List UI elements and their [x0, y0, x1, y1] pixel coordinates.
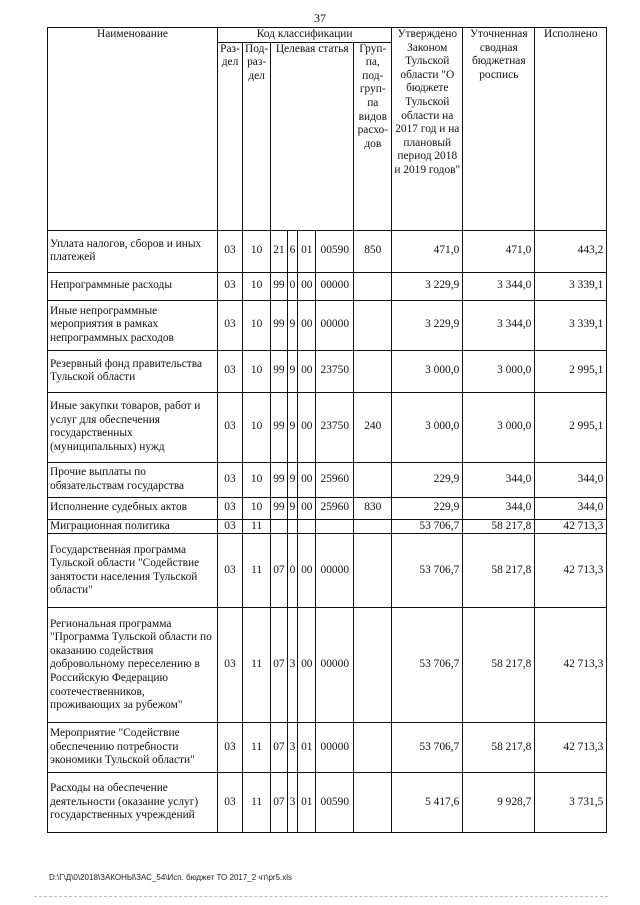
row-expense-group: 830	[354, 497, 392, 519]
row-executed: 3 339,1	[535, 300, 607, 350]
row-refined: 344,0	[463, 462, 535, 497]
row-executed: 42 713,3	[535, 723, 607, 773]
table-row	[48, 497, 607, 519]
row-subsection: 11	[243, 608, 271, 723]
row-target-program: 07	[271, 723, 287, 773]
row-section: 03	[218, 723, 243, 773]
row-target-subprogram: 9	[287, 300, 298, 350]
row-target-program	[271, 519, 287, 534]
page-number: 37	[314, 11, 326, 25]
row-expense-group	[354, 773, 392, 833]
row-target-direction: 00000	[316, 300, 354, 350]
row-subsection: 11	[243, 773, 271, 833]
row-executed: 2 995,1	[535, 392, 607, 462]
row-target-program: 99	[271, 392, 287, 462]
header-refined: Уточненная сводная бюджетная роспись	[463, 28, 535, 231]
footer-file-path: D:\Г\Д\0\2018\ЗАКОНЫ\ЗАС_54\Исп. бюджет ТО 2017_2 чт\pr5.xls	[49, 873, 293, 882]
row-target-program: 99	[271, 497, 287, 519]
row-target-event: 00	[298, 392, 316, 462]
table-row	[48, 773, 607, 833]
row-expense-group	[354, 723, 392, 773]
row-target-program: 07	[271, 534, 287, 608]
row-name: Иные непрограммные мероприятия в рамках непрограммных расходов	[48, 300, 218, 350]
row-target-direction: 00590	[316, 773, 354, 833]
header-name: Наименование	[48, 28, 218, 231]
row-executed: 3 731,5	[535, 773, 607, 833]
row-expense-group	[354, 608, 392, 723]
row-section: 03	[218, 300, 243, 350]
row-target-event: 01	[298, 723, 316, 773]
row-target-subprogram: 0	[287, 272, 298, 300]
budget-table	[47, 27, 607, 833]
row-name: Уплата налогов, сборов и иных платежей	[48, 230, 218, 272]
row-refined: 344,0	[463, 497, 535, 519]
row-subsection: 10	[243, 272, 271, 300]
row-executed: 2 995,1	[535, 350, 607, 392]
table-row	[48, 230, 607, 272]
row-expense-group	[354, 462, 392, 497]
row-expense-group: 850	[354, 230, 392, 272]
table-row	[48, 392, 607, 462]
row-target-program: 07	[271, 773, 287, 833]
row-section: 03	[218, 608, 243, 723]
row-target-direction: 00000	[316, 272, 354, 300]
row-target-event: 01	[298, 230, 316, 272]
row-name: Миграционная политика	[48, 519, 218, 534]
row-approved: 3 229,9	[392, 272, 463, 300]
row-executed: 42 713,3	[535, 608, 607, 723]
row-target-event: 00	[298, 300, 316, 350]
row-name: Непрограммные расходы	[48, 272, 218, 300]
row-expense-group	[354, 300, 392, 350]
row-approved: 53 706,7	[392, 608, 463, 723]
table-body	[48, 230, 607, 833]
row-approved: 3 000,0	[392, 392, 463, 462]
row-target-subprogram	[287, 519, 298, 534]
row-refined: 58 217,8	[463, 723, 535, 773]
bottom-divider	[34, 896, 608, 897]
header-section: Раз-дел	[218, 42, 243, 230]
row-section: 03	[218, 272, 243, 300]
row-target-subprogram: 3	[287, 773, 298, 833]
row-target-event: 00	[298, 497, 316, 519]
row-target-direction: 23750	[316, 350, 354, 392]
row-target-direction	[316, 519, 354, 534]
row-target-program: 99	[271, 272, 287, 300]
row-name: Исполнение судебных актов	[48, 497, 218, 519]
row-subsection: 10	[243, 497, 271, 519]
row-section: 03	[218, 392, 243, 462]
row-subsection: 11	[243, 534, 271, 608]
row-refined: 58 217,8	[463, 534, 535, 608]
row-subsection: 11	[243, 723, 271, 773]
row-target-direction: 23750	[316, 392, 354, 462]
row-target-direction: 25960	[316, 497, 354, 519]
table-row	[48, 272, 607, 300]
row-executed: 443,2	[535, 230, 607, 272]
row-expense-group	[354, 272, 392, 300]
table-row	[48, 300, 607, 350]
row-approved: 3 229,9	[392, 300, 463, 350]
row-target-program: 99	[271, 300, 287, 350]
row-approved: 229,9	[392, 497, 463, 519]
row-refined: 471,0	[463, 230, 535, 272]
row-executed: 3 339,1	[535, 272, 607, 300]
row-section: 03	[218, 773, 243, 833]
row-subsection: 10	[243, 392, 271, 462]
row-target-event: 00	[298, 350, 316, 392]
row-subsection: 11	[243, 519, 271, 534]
row-section: 03	[218, 350, 243, 392]
row-target-event: 00	[298, 462, 316, 497]
row-section: 03	[218, 462, 243, 497]
row-name: Региональная программа "Программа Тульской области по оказанию содействия добровольному переселению в Российскую Федерацию соотечественников, проживающих за рубежом"	[48, 608, 218, 723]
row-subsection: 10	[243, 462, 271, 497]
table-row	[48, 608, 607, 723]
row-refined: 58 217,8	[463, 519, 535, 534]
row-target-subprogram: 0	[287, 534, 298, 608]
row-target-direction: 00000	[316, 534, 354, 608]
table-row	[48, 462, 607, 497]
row-section: 03	[218, 519, 243, 534]
row-target-direction: 00000	[316, 723, 354, 773]
table-row	[48, 534, 607, 608]
row-executed: 42 713,3	[535, 519, 607, 534]
row-name: Прочие выплаты по обязательствам государства	[48, 462, 218, 497]
row-target-subprogram: 3	[287, 608, 298, 723]
row-target-subprogram: 3	[287, 723, 298, 773]
table-row	[48, 519, 607, 534]
row-section: 03	[218, 497, 243, 519]
row-approved: 53 706,7	[392, 519, 463, 534]
row-subsection: 10	[243, 230, 271, 272]
row-refined: 58 217,8	[463, 608, 535, 723]
header-expense-group: Груп-па, под-груп-па видов расхо-дов	[354, 42, 392, 230]
row-approved: 229,9	[392, 462, 463, 497]
row-subsection: 10	[243, 350, 271, 392]
row-target-event: 01	[298, 773, 316, 833]
row-target-event	[298, 519, 316, 534]
row-name: Мероприятие "Содействие обеспечению потребности экономики Тульской области"	[48, 723, 218, 773]
row-target-event: 00	[298, 608, 316, 723]
row-target-subprogram: 9	[287, 497, 298, 519]
row-name: Государственная программа Тульской области "Содействие занятости населения Тульской области"	[48, 534, 218, 608]
header-code-group: Код классификации	[218, 28, 392, 43]
row-approved: 471,0	[392, 230, 463, 272]
row-target-subprogram: 9	[287, 462, 298, 497]
header-executed: Исполнено	[535, 28, 607, 231]
table-row	[48, 350, 607, 392]
row-target-program: 99	[271, 350, 287, 392]
row-approved: 53 706,7	[392, 534, 463, 608]
header-subsection: Под-раз-дел	[243, 42, 271, 230]
table-row	[48, 723, 607, 773]
row-approved: 5 417,6	[392, 773, 463, 833]
row-target-subprogram: 9	[287, 392, 298, 462]
row-target-event: 00	[298, 534, 316, 608]
row-target-program: 21	[271, 230, 287, 272]
header-approved: Утверждено Законом Тульской области "О бюджете Тульской области на 2017 год и на плановый период 2018 и 2019 годов"	[392, 28, 463, 231]
row-name: Резервный фонд правительства Тульской области	[48, 350, 218, 392]
row-executed: 344,0	[535, 462, 607, 497]
row-refined: 3 000,0	[463, 392, 535, 462]
header-target-article: Целевая статья	[271, 42, 354, 230]
row-section: 03	[218, 534, 243, 608]
row-target-direction: 00000	[316, 608, 354, 723]
row-executed: 42 713,3	[535, 534, 607, 608]
row-target-direction: 25960	[316, 462, 354, 497]
row-refined: 3 344,0	[463, 272, 535, 300]
row-refined: 9 928,7	[463, 773, 535, 833]
row-section: 03	[218, 230, 243, 272]
row-target-program: 07	[271, 608, 287, 723]
row-target-subprogram: 6	[287, 230, 298, 272]
row-expense-group	[354, 534, 392, 608]
row-name: Иные закупки товаров, работ и услуг для обеспечения государственных (муниципальных) нужд	[48, 392, 218, 462]
row-target-subprogram: 9	[287, 350, 298, 392]
row-name: Расходы на обеспечение деятельности (оказание услуг) государственных учреждений	[48, 773, 218, 833]
row-approved: 53 706,7	[392, 723, 463, 773]
row-target-event: 00	[298, 272, 316, 300]
row-refined: 3 000,0	[463, 350, 535, 392]
row-expense-group	[354, 519, 392, 534]
row-refined: 3 344,0	[463, 300, 535, 350]
row-target-program: 99	[271, 462, 287, 497]
row-subsection: 10	[243, 300, 271, 350]
row-target-direction: 00590	[316, 230, 354, 272]
row-approved: 3 000,0	[392, 350, 463, 392]
row-executed: 344,0	[535, 497, 607, 519]
row-expense-group	[354, 350, 392, 392]
row-expense-group: 240	[354, 392, 392, 462]
